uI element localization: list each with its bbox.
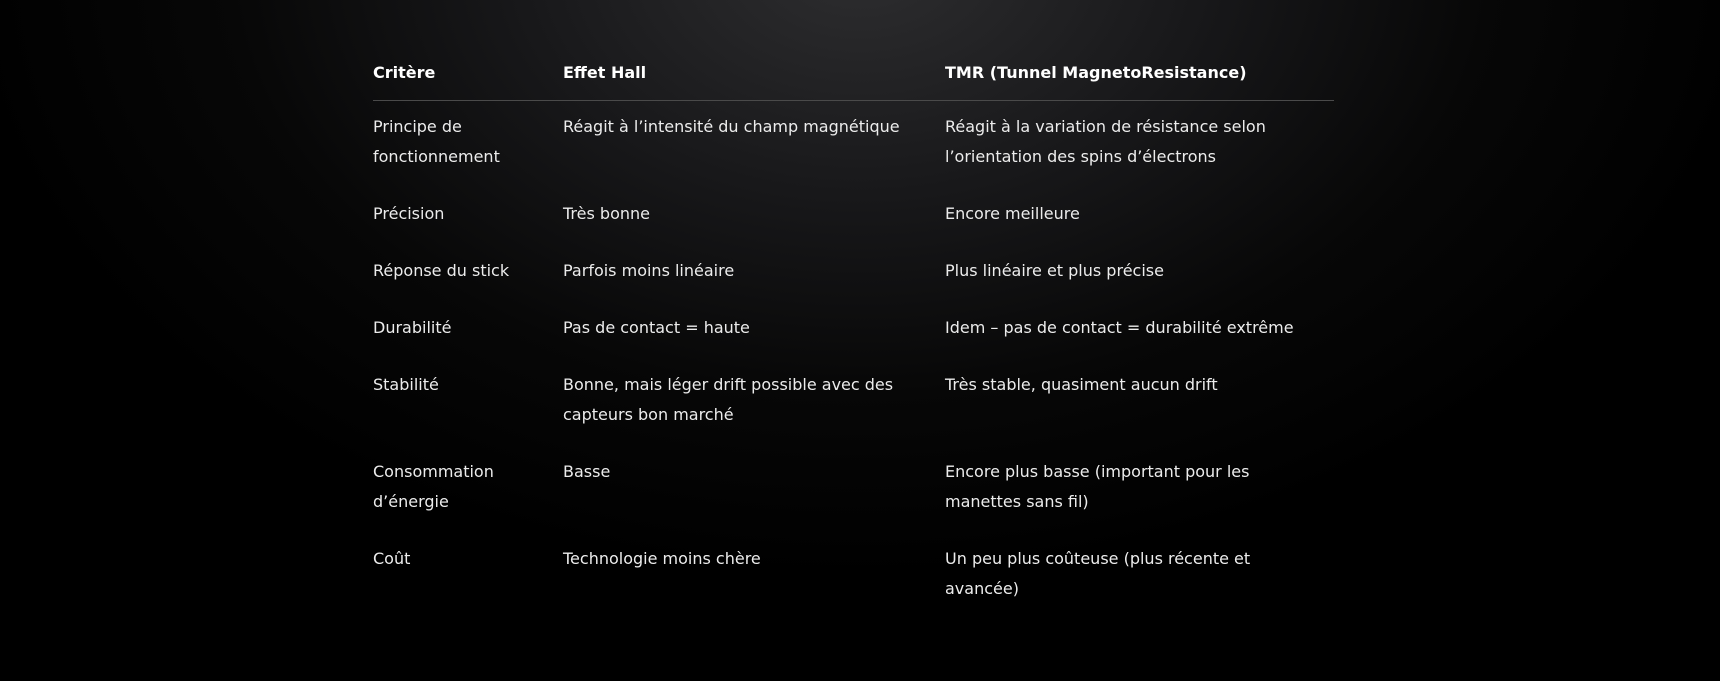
table-row bbox=[373, 188, 1334, 245]
cell-tmr: Idem – pas de contact = durabilité extrême bbox=[945, 317, 1294, 337]
cell-tmr: Réagit à la variation de résistance selon l’orientation des spins d’électrons bbox=[945, 116, 1266, 166]
header-tmr: TMR (Tunnel MagnetoResistance) bbox=[945, 52, 1334, 100]
cell-tmr: Encore meilleure bbox=[945, 203, 1080, 223]
cell-hall-effect: Très bonne bbox=[563, 203, 650, 223]
cell-hall-effect: Pas de contact = haute bbox=[563, 317, 750, 337]
cell-tmr: Encore plus basse (important pour les manettes sans fil) bbox=[945, 461, 1250, 511]
table-row bbox=[373, 359, 1334, 446]
header-hall-effect: Effet Hall bbox=[563, 52, 945, 100]
cell-tmr: Plus linéaire et plus précise bbox=[945, 260, 1164, 280]
table-row bbox=[373, 446, 1334, 533]
header-criterion: Critère bbox=[373, 52, 563, 100]
comparison-table-container bbox=[373, 52, 1334, 620]
cell-criterion: Stabilité bbox=[373, 374, 439, 394]
cell-tmr: Un peu plus coûteuse (plus récente et avancée) bbox=[945, 548, 1251, 598]
cell-criterion: Coût bbox=[373, 548, 411, 568]
cell-criterion: Principe de fonctionnement bbox=[373, 116, 500, 166]
cell-criterion: Consommation d’énergie bbox=[373, 461, 494, 511]
cell-hall-effect: Parfois moins linéaire bbox=[563, 260, 735, 280]
cell-criterion: Durabilité bbox=[373, 317, 452, 337]
cell-hall-effect: Bonne, mais léger drift possible avec des capteurs bon marché bbox=[563, 374, 894, 424]
cell-hall-effect: Basse bbox=[563, 461, 611, 481]
table-row bbox=[373, 245, 1334, 302]
table-row bbox=[373, 533, 1334, 620]
table-row bbox=[373, 100, 1334, 188]
cell-hall-effect: Réagit à l’intensité du champ magnétique bbox=[563, 116, 900, 136]
cell-hall-effect: Technologie moins chère bbox=[563, 548, 761, 568]
table-row bbox=[373, 302, 1334, 359]
cell-criterion: Précision bbox=[373, 203, 445, 223]
cell-criterion: Réponse du stick bbox=[373, 260, 510, 280]
comparison-table bbox=[373, 52, 1334, 620]
table-header-row bbox=[373, 52, 1334, 100]
cell-tmr: Très stable, quasiment aucun drift bbox=[945, 374, 1218, 394]
